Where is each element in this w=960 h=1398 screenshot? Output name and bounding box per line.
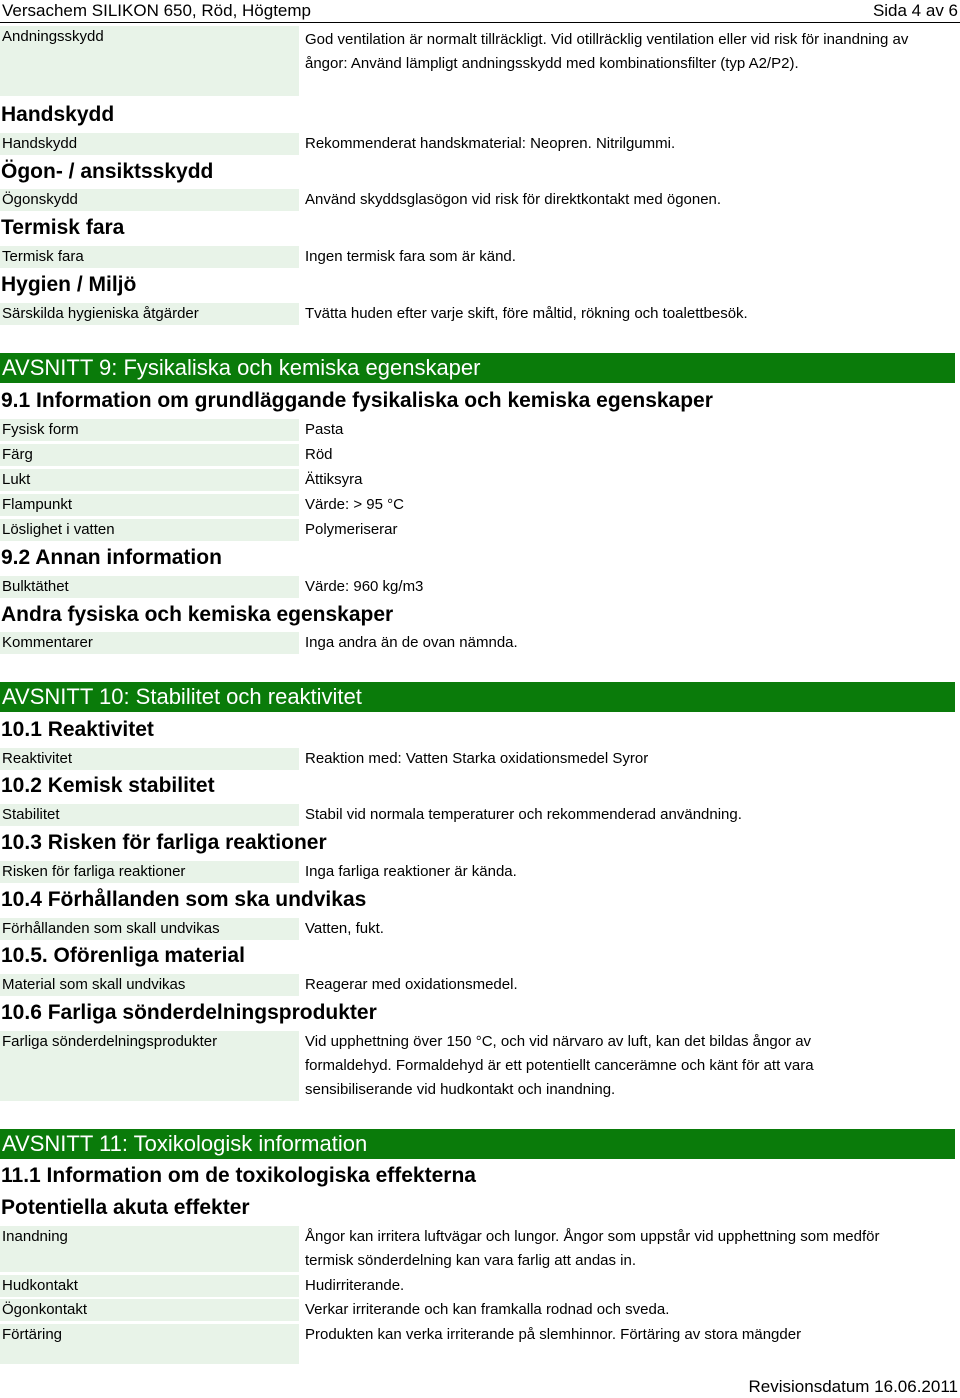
label-hazardous-reactions: Risken för farliga reaktioner	[0, 861, 299, 883]
label-physical-form: Fysisk form	[0, 419, 299, 441]
heading-10-2: 10.2 Kemisk stabilitet	[1, 774, 215, 797]
value-color: Röd	[305, 446, 333, 463]
page-header	[0, 0, 960, 23]
label-bulk-density: Bulktäthet	[0, 576, 299, 598]
value-hand-protection: Rekommenderat handskmaterial: Neopren. Nitrilgummi.	[305, 135, 676, 152]
label-respiratory: Andningsskydd	[0, 26, 299, 96]
heading-11-1: 11.1 Information om de toxikologiska effekterna	[1, 1164, 476, 1187]
heading-10-1: 10.1 Reaktivitet	[1, 718, 154, 741]
value-hygiene: Tvätta huden efter varje skift, före måltid, rökning och toalettbesök.	[305, 305, 748, 322]
value-stability: Stabil vid normala temperaturer och rekommenderad användning.	[305, 806, 742, 823]
label-reactivity: Reaktivitet	[0, 748, 299, 770]
label-eye-contact: Ögonkontakt	[0, 1299, 299, 1321]
label-color: Färg	[0, 444, 299, 466]
value-skin-contact: Hudirriterande.	[305, 1277, 405, 1294]
heading-10-4: 10.4 Förhållanden som ska undvikas	[1, 888, 367, 911]
heading-10-6: 10.6 Farliga sönderdelningsprodukter	[1, 1001, 377, 1024]
label-comments: Kommentarer	[0, 632, 299, 654]
heading-eye-protection: Ögon- / ansiktsskydd	[1, 160, 214, 183]
value-bulk-density: Värde: 960 kg/m3	[305, 578, 424, 595]
label-hand-protection: Handskydd	[0, 133, 299, 155]
label-ingestion: Förtäring	[0, 1324, 299, 1364]
value-respiratory: God ventilation är normalt tillräckligt. Vid otillräcklig ventilation eller vid risk för inandning av ångor: Använd lämpligt andningsskydd med kombinationsfilter (typ A2/P2).	[305, 31, 909, 72]
section-10-title: AVSNITT 10: Stabilitet och reaktivitet	[0, 682, 955, 712]
value-physical-form: Pasta	[305, 421, 344, 438]
heading-9-1: 9.1 Information om grundläggande fysikaliska och kemiska egenskaper	[1, 389, 713, 412]
value-solubility: Polymeriserar	[305, 521, 398, 538]
value-odor: Ättiksyra	[305, 471, 363, 488]
label-stability: Stabilitet	[0, 804, 299, 826]
heading-acute-effects: Potentiella akuta effekter	[1, 1196, 250, 1219]
document-title: Versachem SILIKON 650, Röd, Högtemp	[2, 1, 311, 20]
label-skin-contact: Hudkontakt	[0, 1275, 299, 1297]
page-number: Sida 4 av 6	[872, 1, 958, 20]
revision-date: Revisionsdatum 16.06.2011	[748, 1377, 958, 1396]
heading-thermal-hazard: Termisk fara	[1, 216, 125, 239]
heading-10-5: 10.5. Oförenliga material	[1, 944, 245, 967]
label-decomposition-products: Farliga sönderdelningsprodukter	[0, 1031, 299, 1101]
value-reactivity: Reaktion med: Vatten Starka oxidationsmedel Syror	[305, 750, 649, 767]
label-hygiene: Särskilda hygieniska åtgärder	[0, 303, 299, 325]
label-conditions-to-avoid: Förhållanden som skall undvikas	[0, 918, 299, 940]
label-incompatible-materials: Material som skall undvikas	[0, 974, 299, 996]
value-inhalation: Ångor kan irritera luftvägar och lungor. Ångor som uppstår vid upphettning som medför termisk sönderdelning kan vara farlig att andas in.	[305, 1228, 880, 1269]
value-incompatible-materials: Reagerar med oxidationsmedel.	[305, 976, 518, 993]
label-flash-point: Flampunkt	[0, 494, 299, 516]
heading-other-properties: Andra fysiska och kemiska egenskaper	[1, 603, 394, 626]
heading-10-3: 10.3 Risken för farliga reaktioner	[1, 831, 327, 854]
heading-9-2: 9.2 Annan information	[1, 546, 222, 569]
section-9-title: AVSNITT 9: Fysikaliska och kemiska egenskaper	[0, 353, 955, 383]
label-inhalation: Inandning	[0, 1226, 299, 1272]
value-eye-contact: Verkar irriterande och kan framkalla rodnad och sveda.	[305, 1301, 670, 1318]
value-comments: Inga andra än de ovan nämnda.	[305, 634, 518, 651]
value-thermal-hazard: Ingen termisk fara som är känd.	[305, 248, 516, 265]
section-11-title: AVSNITT 11: Toxikologisk information	[0, 1129, 955, 1159]
value-hazardous-reactions: Inga farliga reaktioner är kända.	[305, 863, 517, 880]
value-ingestion: Produkten kan verka irriterande på slemhinnor. Förtäring av stora mängder	[305, 1326, 802, 1343]
value-eye-protection: Använd skyddsglasögon vid risk för direktkontakt med ögonen.	[305, 191, 722, 208]
heading-hygiene: Hygien / Miljö	[1, 273, 137, 296]
label-thermal-hazard: Termisk fara	[0, 246, 299, 268]
value-decomposition-products: Vid upphettning över 150 °C, och vid närvaro av luft, kan det bildas ångor av formaldehyd. Formaldehyd är ett potentiellt cancerämne och känt för att vara sensibiliserande vid hudkontakt och inandning.	[305, 1033, 814, 1098]
value-conditions-to-avoid: Vatten, fukt.	[305, 920, 384, 937]
label-solubility: Löslighet i vatten	[0, 519, 299, 541]
value-flash-point: Värde: > 95 °C	[305, 496, 404, 513]
heading-hand-protection: Handskydd	[1, 103, 115, 126]
label-odor: Lukt	[0, 469, 299, 491]
label-eye-protection: Ögonskydd	[0, 189, 299, 211]
